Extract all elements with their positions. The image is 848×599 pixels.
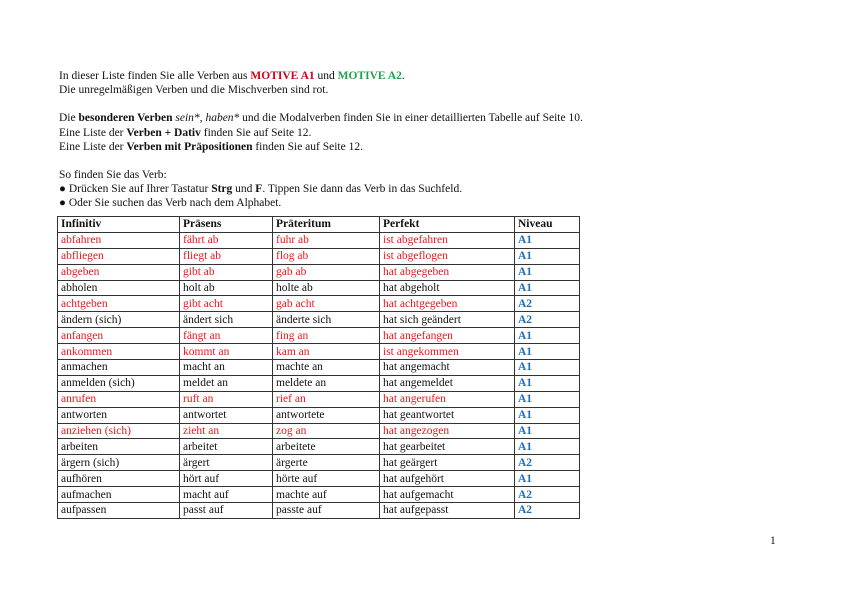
cell-praesens: ruft an [180,391,273,407]
cell-infinitiv: antworten [58,407,180,423]
intro-line-3 [59,111,759,125]
cell-perfekt: ist abgeflogen [380,248,515,264]
cell-niveau: A1 [515,264,580,280]
cell-praesens: meldet an [180,375,273,391]
table-row [58,375,580,391]
cell-infinitiv: anrufen [58,391,180,407]
cell-niveau: A1 [515,407,580,423]
column-header-infinitiv: Infinitiv [58,217,180,233]
cell-niveau: A1 [515,423,580,439]
table-row [58,487,580,503]
cell-praesens: zieht an [180,423,273,439]
cell-praesens: holt ab [180,280,273,296]
intro-line-4-pre: Eine Liste der [59,126,127,139]
cell-niveau: A2 [515,455,580,471]
cell-praesens: macht an [180,360,273,376]
haben-label: haben* [205,112,240,125]
cell-infinitiv: ankommen [58,344,180,360]
cell-praeteritum: machte an [273,360,380,376]
special-verbs-label: besonderen Verben [78,112,173,125]
table-row [58,312,580,328]
table-row [58,391,580,407]
table-row [58,264,580,280]
cell-perfekt: hat aufgepasst [380,503,515,519]
cell-perfekt: hat achtgegeben [380,296,515,312]
page-number: 1 [770,535,776,547]
cell-infinitiv: ärgern (sich) [58,455,180,471]
cell-perfekt: hat gearbeitet [380,439,515,455]
preposition-verbs-label: Verben mit Präpositionen [126,140,253,153]
intro-line-1-and: und [314,70,338,82]
cell-perfekt: hat angemeldet [380,375,515,391]
cell-praesens: fährt ab [180,232,273,248]
table-row [58,423,580,439]
cell-praesens: macht auf [180,487,273,503]
cell-praeteritum: änderte sich [273,312,380,328]
table-row [58,471,580,487]
cell-praeteritum: kam an [273,344,380,360]
cell-perfekt: ist angekommen [380,344,515,360]
cell-infinitiv: arbeiten [58,439,180,455]
verb-table-body [58,232,580,518]
cell-perfekt: hat geantwortet [380,407,515,423]
motive-a2-label: MOTIVE A2 [337,70,402,82]
bullet-1-mid: und [232,183,256,196]
intro-line-1 [59,69,759,83]
instruction-bullet-2: ● Oder Sie suchen das Verb nach dem Alphabet. [59,197,282,210]
cell-perfekt: hat angemacht [380,360,515,376]
cell-praeteritum: fing an [273,328,380,344]
table-row [58,344,580,360]
cell-perfekt: hat abgeholt [380,280,515,296]
intro-line-4 [59,126,759,140]
column-header-niveau: Niveau [515,217,580,233]
intro-line-5-post: finden Sie auf Seite 12. [252,140,363,153]
intro-line-6: So finden Sie das Verb: [59,169,167,182]
cell-praesens: antwortet [180,407,273,423]
cell-praeteritum: machte auf [273,487,380,503]
intro-line-3-comma: , [199,112,206,125]
cell-infinitiv: abfliegen [58,248,180,264]
table-row [58,407,580,423]
intro-line-5-pre: Eine Liste der [59,140,127,153]
table-header-row [58,217,580,233]
cell-praeteritum: ärgerte [273,455,380,471]
cell-praeteritum: zog an [273,423,380,439]
cell-niveau: A1 [515,232,580,248]
cell-infinitiv: abfahren [58,232,180,248]
cell-infinitiv: ändern (sich) [58,312,180,328]
cell-infinitiv: anfangen [58,328,180,344]
cell-praesens: ärgert [180,455,273,471]
cell-niveau: A2 [515,296,580,312]
cell-praesens: fängt an [180,328,273,344]
cell-infinitiv: abgeben [58,264,180,280]
cell-niveau: A1 [515,328,580,344]
cell-infinitiv: aufhören [58,471,180,487]
cell-perfekt: ist abgefahren [380,232,515,248]
cell-niveau: A1 [515,375,580,391]
cell-niveau: A1 [515,439,580,455]
intro-line-1-end: . [401,70,405,82]
table-row [58,248,580,264]
intro-line-1-text: In dieser Liste finden Sie alle Verben aus [59,70,251,82]
cell-niveau: A1 [515,391,580,407]
intro-text [59,69,759,211]
cell-praesens: hört auf [180,471,273,487]
cell-praeteritum: antwortete [273,407,380,423]
cell-perfekt: hat aufgemacht [380,487,515,503]
cell-infinitiv: anmachen [58,360,180,376]
cell-niveau: A1 [515,471,580,487]
column-header-perfekt: Perfekt [380,217,515,233]
table-row [58,232,580,248]
cell-praesens: passt auf [180,503,273,519]
cell-perfekt: hat angefangen [380,328,515,344]
cell-praeteritum: hörte auf [273,471,380,487]
cell-praeteritum: arbeitete [273,439,380,455]
table-row [58,439,580,455]
cell-praeteritum: meldete an [273,375,380,391]
cell-infinitiv: abholen [58,280,180,296]
column-header-praesens: Präsens [180,217,273,233]
cell-praesens: fliegt ab [180,248,273,264]
cell-niveau: A1 [515,248,580,264]
f-key-label: F [255,183,263,196]
cell-praeteritum: gab ab [273,264,380,280]
cell-praesens: gibt acht [180,296,273,312]
cell-perfekt: hat angezogen [380,423,515,439]
cell-infinitiv: anmelden (sich) [58,375,180,391]
intro-line-3-post: und die Modalverben finden Sie in einer detaillierten Tabelle auf Seite 10. [239,112,583,125]
cell-perfekt: hat sich geändert [380,312,515,328]
verb-table [57,216,580,519]
column-header-praeteritum: Präteritum [273,217,380,233]
cell-infinitiv: anziehen (sich) [58,423,180,439]
intro-line-2: Die unregelmäßigen Verben und die Mischverben sind rot. [59,84,329,97]
cell-niveau: A2 [515,503,580,519]
instruction-bullet-1 [59,182,759,196]
bullet-1-post: . Tippen Sie dann das Verb in das Suchfeld. [262,183,463,196]
cell-praeteritum: gab acht [273,296,380,312]
table-row [58,328,580,344]
intro-line-4-post: finden Sie auf Seite 12. [200,126,312,139]
intro-line-5 [59,140,759,154]
cell-praeteritum: passte auf [273,503,380,519]
cell-niveau: A2 [515,312,580,328]
sein-label: sein* [172,112,200,125]
cell-perfekt: hat aufgehört [380,471,515,487]
table-row [58,280,580,296]
cell-niveau: A1 [515,360,580,376]
cell-infinitiv: aufpassen [58,503,180,519]
cell-infinitiv: achtgeben [58,296,180,312]
intro-line-3-pre: Die [59,112,79,125]
cell-infinitiv: aufmachen [58,487,180,503]
cell-praesens: arbeitet [180,439,273,455]
cell-perfekt: hat geärgert [380,455,515,471]
cell-niveau: A2 [515,487,580,503]
cell-perfekt: hat angerufen [380,391,515,407]
table-row [58,360,580,376]
cell-praesens: gibt ab [180,264,273,280]
cell-praeteritum: holte ab [273,280,380,296]
cell-praeteritum: rief an [273,391,380,407]
cell-praeteritum: flog ab [273,248,380,264]
bullet-1-pre: ● Drücken Sie auf Ihrer Tastatur [59,183,212,196]
cell-praeteritum: fuhr ab [273,232,380,248]
dative-verbs-label: Verben + Dativ [126,126,201,139]
strg-key-label: Strg [211,183,233,196]
table-row [58,455,580,471]
table-row [58,296,580,312]
cell-niveau: A1 [515,280,580,296]
motive-a1-label: MOTIVE A1 [250,70,315,82]
cell-praesens: kommt an [180,344,273,360]
table-row [58,503,580,519]
cell-niveau: A1 [515,344,580,360]
cell-praesens: ändert sich [180,312,273,328]
cell-perfekt: hat abgegeben [380,264,515,280]
